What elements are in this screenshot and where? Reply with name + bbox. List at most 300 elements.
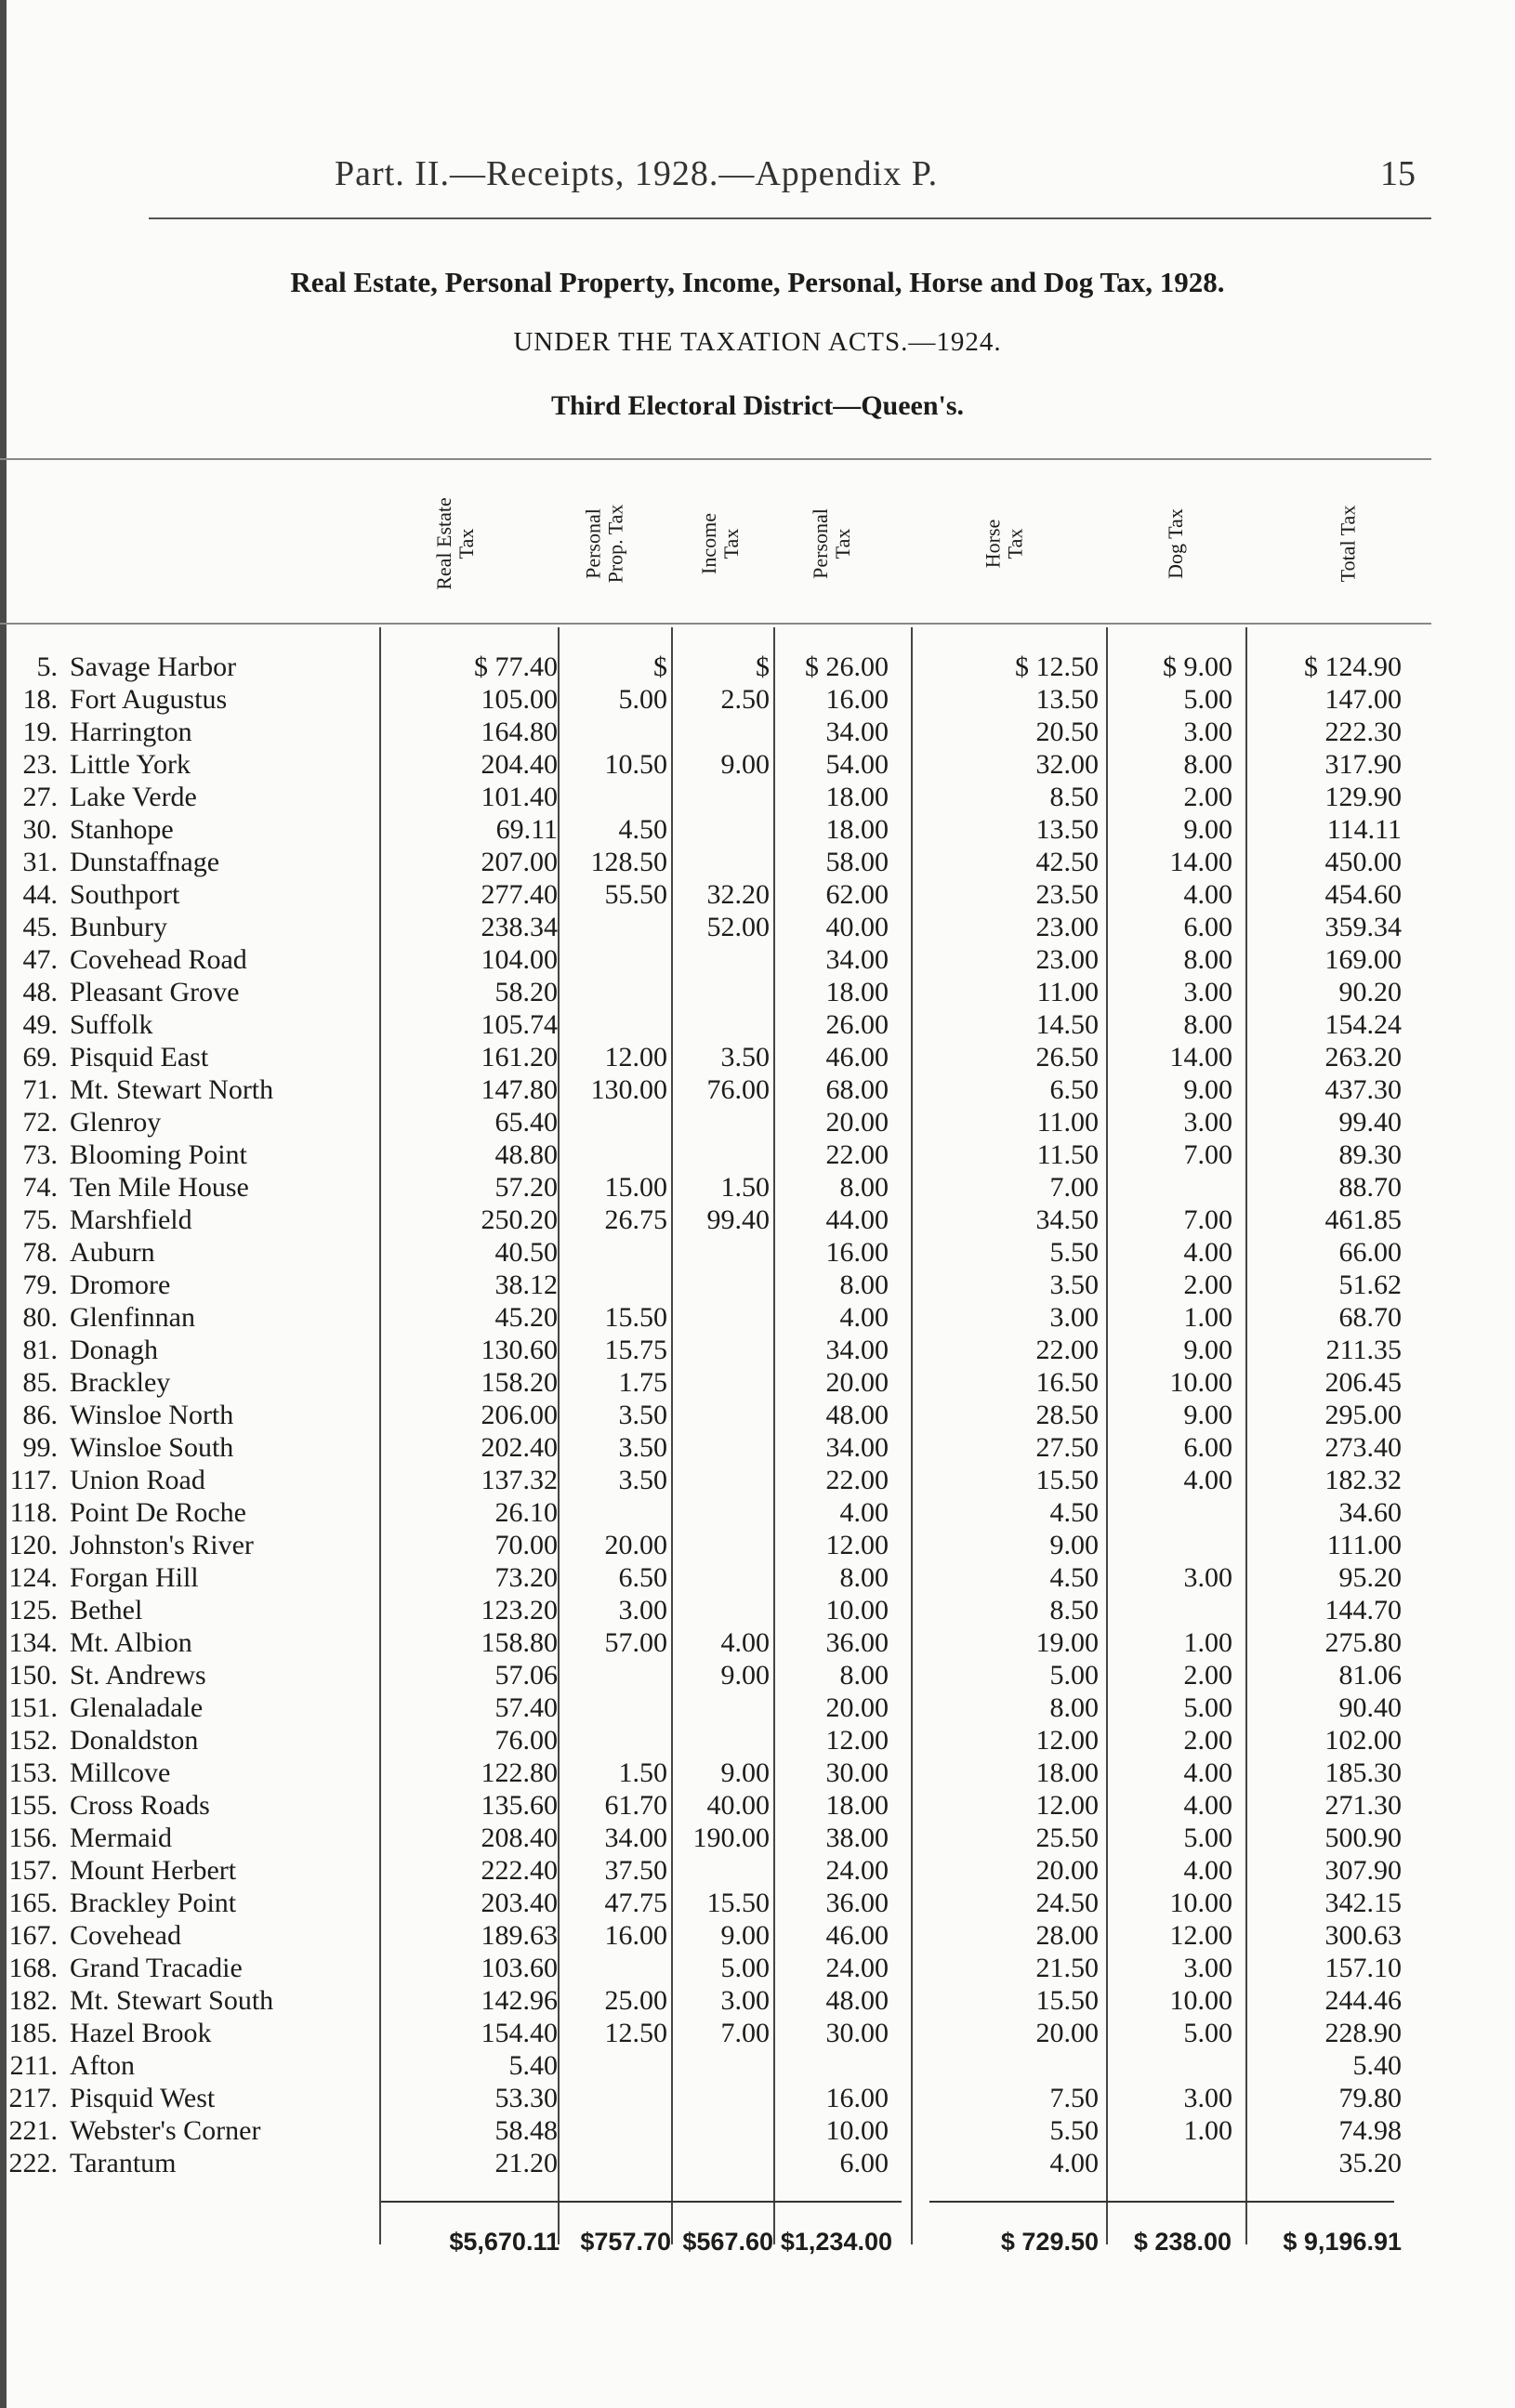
personal-prop-tax bbox=[558, 911, 667, 943]
dog-tax: 8.00 bbox=[1183, 944, 1232, 975]
horse-tax: 14.50 bbox=[1035, 1009, 1099, 1040]
district-name: Union Road bbox=[70, 1465, 205, 1495]
income-tax bbox=[671, 2147, 770, 2179]
district-name: Pisquid East bbox=[70, 1042, 209, 1072]
personal-prop-tax: 16.00 bbox=[604, 1920, 667, 1951]
totals-rule bbox=[929, 2201, 1394, 2203]
horse-tax: 15.50 bbox=[1035, 1465, 1099, 1495]
dog-tax: 7.00 bbox=[1183, 1204, 1232, 1235]
personal-prop-tax bbox=[558, 2082, 667, 2114]
horse-tax: 20.00 bbox=[1035, 2018, 1099, 2048]
total-tax: 211.35 bbox=[1325, 1335, 1402, 1365]
horse-tax: 3.00 bbox=[1049, 1302, 1099, 1333]
real-estate-tax: 40.50 bbox=[494, 1237, 558, 1268]
personal-prop-tax: 3.00 bbox=[618, 1595, 667, 1625]
table-row bbox=[0, 1529, 1431, 1561]
real-estate-tax: 105.74 bbox=[481, 1009, 558, 1040]
dog-tax: 4.00 bbox=[1183, 1237, 1232, 1268]
dog-tax bbox=[1106, 1171, 1232, 1204]
personal-prop-tax: 3.50 bbox=[618, 1400, 667, 1430]
total-tax: 437.30 bbox=[1324, 1074, 1402, 1105]
real-estate-tax: 135.60 bbox=[481, 1790, 558, 1821]
real-estate-tax: 48.80 bbox=[494, 1139, 558, 1170]
district-name: Harrington bbox=[70, 717, 192, 747]
district-name: Forgan Hill bbox=[70, 1562, 199, 1593]
dog-tax: 3.00 bbox=[1183, 2083, 1232, 2113]
row-number: 153. bbox=[8, 1757, 58, 1788]
real-estate-tax: 222.40 bbox=[481, 1855, 558, 1886]
income-tax bbox=[671, 846, 770, 878]
dog-tax: 9.00 bbox=[1183, 1074, 1232, 1105]
totals-row bbox=[0, 2226, 1431, 2258]
real-estate-tax: 250.20 bbox=[481, 1204, 558, 1235]
personal-tax: 22.00 bbox=[825, 1139, 889, 1170]
row-number: 72. bbox=[22, 1107, 58, 1138]
personal-tax: 54.00 bbox=[825, 749, 889, 780]
income-tax bbox=[671, 1529, 770, 1561]
horse-tax: 12.00 bbox=[1035, 1790, 1099, 1821]
row-number: 152. bbox=[8, 1725, 58, 1756]
district-name: Glenroy bbox=[70, 1107, 162, 1138]
total-tax: 500.90 bbox=[1324, 1822, 1402, 1853]
row-number: 19. bbox=[22, 717, 58, 747]
personal-tax: 16.00 bbox=[825, 2083, 889, 2113]
total-tax: 34.60 bbox=[1338, 1497, 1402, 1528]
income-tax: 3.50 bbox=[720, 1042, 770, 1072]
personal-prop-tax: 20.00 bbox=[604, 1530, 667, 1560]
dog-tax: 5.00 bbox=[1183, 1692, 1232, 1723]
table-row bbox=[0, 2114, 1431, 2147]
income-tax: 9.00 bbox=[720, 1660, 770, 1691]
total-tax: 450.00 bbox=[1324, 847, 1402, 877]
income-tax bbox=[671, 1724, 770, 1757]
personal-prop-tax: 5.00 bbox=[618, 684, 667, 715]
horse-tax: 28.00 bbox=[1035, 1920, 1099, 1951]
personal-tax: 8.00 bbox=[839, 1660, 889, 1691]
table-row bbox=[0, 781, 1431, 813]
table-row bbox=[0, 1887, 1431, 1919]
dog-tax: 4.00 bbox=[1183, 1465, 1232, 1495]
dog-tax: 10.00 bbox=[1169, 1888, 1232, 1918]
personal-tax: 62.00 bbox=[825, 879, 889, 910]
real-estate-tax: 161.20 bbox=[481, 1042, 558, 1072]
total-all: $ 9,196.91 bbox=[1283, 2228, 1402, 2256]
district-name: Suffolk bbox=[70, 1009, 153, 1040]
real-estate-tax: $ 77.40 bbox=[474, 651, 558, 682]
dog-tax: 4.00 bbox=[1183, 1790, 1232, 1821]
total-tax: 88.70 bbox=[1338, 1172, 1402, 1203]
horse-tax: 5.00 bbox=[1049, 1660, 1099, 1691]
personal-tax: 34.00 bbox=[825, 717, 889, 747]
personal-prop-tax: 57.00 bbox=[604, 1627, 667, 1658]
personal-tax: 18.00 bbox=[825, 814, 889, 845]
total-tax: 81.06 bbox=[1338, 1660, 1402, 1691]
total-tax: 185.30 bbox=[1324, 1757, 1402, 1788]
dog-tax: 1.00 bbox=[1183, 2115, 1232, 2146]
personal-prop-tax: 130.00 bbox=[590, 1074, 667, 1105]
page-number: 15 bbox=[1380, 154, 1416, 193]
personal-tax: 12.00 bbox=[825, 1530, 889, 1560]
real-estate-tax: 105.00 bbox=[481, 684, 558, 715]
personal-tax: 20.00 bbox=[825, 1107, 889, 1138]
real-estate-tax: 26.10 bbox=[494, 1497, 558, 1528]
real-estate-tax: 208.40 bbox=[481, 1822, 558, 1853]
dog-tax: 7.00 bbox=[1183, 1139, 1232, 1170]
table-row bbox=[0, 2049, 1431, 2082]
row-number: 71. bbox=[22, 1074, 58, 1105]
row-number: 85. bbox=[22, 1367, 58, 1398]
dog-tax: 5.00 bbox=[1183, 1822, 1232, 1853]
district-name: Blooming Point bbox=[70, 1139, 247, 1170]
dog-tax: 9.00 bbox=[1183, 1400, 1232, 1430]
horse-tax: 21.50 bbox=[1035, 1953, 1099, 1983]
row-number: 79. bbox=[22, 1270, 58, 1300]
row-number: 125. bbox=[8, 1595, 58, 1625]
personal-tax: 48.00 bbox=[825, 1400, 889, 1430]
table-row bbox=[0, 1269, 1431, 1301]
real-estate-tax: 204.40 bbox=[481, 749, 558, 780]
personal-prop-tax bbox=[558, 2114, 667, 2147]
row-number: 48. bbox=[22, 977, 58, 1007]
total-tax: 114.11 bbox=[1326, 814, 1402, 845]
row-number: 78. bbox=[22, 1237, 58, 1268]
income-tax: 9.00 bbox=[720, 1920, 770, 1951]
table-title: Real Estate, Personal Property, Income, Personal, Horse and Dog Tax, 1928. bbox=[290, 266, 1225, 298]
dog-tax: 10.00 bbox=[1169, 1367, 1232, 1398]
personal-tax: 16.00 bbox=[825, 1237, 889, 1268]
dog-tax: 9.00 bbox=[1183, 814, 1232, 845]
row-number: 44. bbox=[22, 879, 58, 910]
personal-prop-tax bbox=[558, 1724, 667, 1757]
income-tax: 3.00 bbox=[720, 1985, 770, 2016]
horse-tax: 15.50 bbox=[1035, 1985, 1099, 2016]
district-name: Glenfinnan bbox=[70, 1302, 195, 1333]
column-header-personal: Personal Tax bbox=[808, 508, 854, 579]
total-tax: 89.30 bbox=[1338, 1139, 1402, 1170]
row-number: 182. bbox=[8, 1985, 58, 2016]
row-number: 75. bbox=[22, 1204, 58, 1235]
total-tax: 144.70 bbox=[1324, 1595, 1402, 1625]
total-tax: 454.60 bbox=[1324, 879, 1402, 910]
personal-prop-tax: 15.50 bbox=[604, 1302, 667, 1333]
dog-tax: 6.00 bbox=[1183, 912, 1232, 942]
income-tax bbox=[671, 1334, 770, 1366]
income-tax bbox=[671, 1496, 770, 1529]
dog-tax bbox=[1106, 1594, 1232, 1626]
total-tax: 35.20 bbox=[1338, 2148, 1402, 2178]
table-row bbox=[0, 716, 1431, 748]
income-tax bbox=[671, 2114, 770, 2147]
column-header-horse: Horse Tax bbox=[980, 519, 1026, 569]
total-tax: 90.20 bbox=[1338, 977, 1402, 1007]
personal-prop-tax: 55.50 bbox=[604, 879, 667, 910]
income-tax: $ bbox=[756, 651, 770, 682]
income-tax: 190.00 bbox=[692, 1822, 770, 1853]
income-tax bbox=[671, 813, 770, 846]
personal-prop-tax bbox=[558, 1138, 667, 1171]
dog-tax: 2.00 bbox=[1183, 1660, 1232, 1691]
horse-tax: 11.00 bbox=[1036, 977, 1099, 1007]
district-name: Tarantum bbox=[70, 2148, 177, 2178]
district-name: Bunbury bbox=[70, 912, 167, 942]
table-row bbox=[0, 748, 1431, 781]
table-subtitle: UNDER THE TAXATION ACTS.—1924. bbox=[513, 327, 1002, 357]
district-name: Mermaid bbox=[70, 1822, 172, 1853]
real-estate-tax: 142.96 bbox=[481, 1985, 558, 2016]
table-row bbox=[0, 683, 1431, 716]
horse-tax: 5.50 bbox=[1049, 2115, 1099, 2146]
total-tax: 102.00 bbox=[1324, 1725, 1402, 1756]
horse-tax: 19.00 bbox=[1035, 1627, 1099, 1658]
table-row bbox=[0, 2147, 1431, 2179]
row-number: 155. bbox=[8, 1790, 58, 1821]
horse-tax: 20.50 bbox=[1035, 717, 1099, 747]
real-estate-tax: 207.00 bbox=[481, 847, 558, 877]
personal-prop-tax bbox=[558, 1659, 667, 1691]
district-name: Webster's Corner bbox=[70, 2115, 261, 2146]
table-row bbox=[0, 1626, 1431, 1659]
real-estate-tax: 147.80 bbox=[481, 1074, 558, 1105]
personal-tax: 26.00 bbox=[825, 1009, 889, 1040]
table-row bbox=[0, 1789, 1431, 1822]
row-number: 47. bbox=[22, 944, 58, 975]
income-tax: 32.20 bbox=[706, 879, 770, 910]
table-row bbox=[0, 1464, 1431, 1496]
personal-prop-tax: 15.75 bbox=[604, 1335, 667, 1365]
row-number: 31. bbox=[22, 847, 58, 877]
total-tax: 111.00 bbox=[1326, 1530, 1402, 1560]
dog-tax: 14.00 bbox=[1169, 847, 1232, 877]
personal-tax: 18.00 bbox=[825, 1790, 889, 1821]
income-tax bbox=[671, 1269, 770, 1301]
header-rule bbox=[149, 217, 1431, 219]
table-row bbox=[0, 2082, 1431, 2114]
row-number: 151. bbox=[8, 1692, 58, 1723]
table-row bbox=[0, 1854, 1431, 1887]
dog-tax: 4.00 bbox=[1183, 1855, 1232, 1886]
dog-tax: 5.00 bbox=[1183, 2018, 1232, 2048]
table-row bbox=[0, 846, 1431, 878]
personal-tax: 68.00 bbox=[825, 1074, 889, 1105]
dog-tax: $ 9.00 bbox=[1163, 651, 1232, 682]
horse-tax: 11.50 bbox=[1036, 1139, 1099, 1170]
table-header-rule bbox=[0, 623, 1431, 625]
personal-tax: 6.00 bbox=[839, 2148, 889, 2178]
income-tax bbox=[671, 1301, 770, 1334]
district-name: Stanhope bbox=[70, 814, 174, 845]
personal-tax: 8.00 bbox=[839, 1172, 889, 1203]
total-tax: 295.00 bbox=[1324, 1400, 1402, 1430]
horse-tax: 28.50 bbox=[1035, 1400, 1099, 1430]
real-estate-tax: 130.60 bbox=[481, 1335, 558, 1365]
personal-prop-tax: 1.50 bbox=[618, 1757, 667, 1788]
row-number: 211. bbox=[9, 2050, 58, 2081]
district-title: Third Electoral District—Queen's. bbox=[550, 390, 965, 421]
district-name: Pisquid West bbox=[70, 2083, 216, 2113]
district-name: Ten Mile House bbox=[70, 1172, 249, 1203]
horse-tax: 16.50 bbox=[1035, 1367, 1099, 1398]
personal-prop-tax: 3.50 bbox=[618, 1465, 667, 1495]
running-header: Part. II.—Receipts, 1928.—Appendix P. bbox=[335, 154, 939, 193]
personal-prop-tax: 4.50 bbox=[618, 814, 667, 845]
personal-tax: 22.00 bbox=[825, 1465, 889, 1495]
dog-tax: 10.00 bbox=[1169, 1985, 1232, 2016]
personal-prop-tax: 26.75 bbox=[604, 1204, 667, 1235]
income-tax bbox=[671, 1594, 770, 1626]
horse-tax bbox=[920, 2049, 1099, 2082]
table-row bbox=[0, 1204, 1431, 1236]
row-number: 49. bbox=[22, 1009, 58, 1040]
personal-prop-tax: 47.75 bbox=[604, 1888, 667, 1918]
personal-tax: 58.00 bbox=[825, 847, 889, 877]
total-tax: 90.40 bbox=[1338, 1692, 1402, 1723]
personal-prop-tax: 128.50 bbox=[590, 847, 667, 877]
table-row bbox=[0, 1301, 1431, 1334]
total-tax: 317.90 bbox=[1324, 749, 1402, 780]
personal-prop-tax bbox=[558, 781, 667, 813]
personal-tax: 48.00 bbox=[825, 1985, 889, 2016]
total-tax: 273.40 bbox=[1324, 1432, 1402, 1463]
personal-prop-tax: 6.50 bbox=[618, 1562, 667, 1593]
personal-prop-tax bbox=[558, 1496, 667, 1529]
dog-tax bbox=[1106, 2147, 1232, 2179]
dog-tax: 14.00 bbox=[1169, 1042, 1232, 1072]
horse-tax: 25.50 bbox=[1035, 1822, 1099, 1853]
table-row bbox=[0, 1431, 1431, 1464]
horse-tax: 8.00 bbox=[1049, 1692, 1099, 1723]
horse-tax: 7.00 bbox=[1049, 1172, 1099, 1203]
district-name: Mt. Stewart South bbox=[70, 1985, 274, 2016]
real-estate-tax: 189.63 bbox=[481, 1920, 558, 1951]
income-tax: 5.00 bbox=[720, 1953, 770, 1983]
row-number: 120. bbox=[8, 1530, 58, 1560]
district-name: Brackley bbox=[70, 1367, 171, 1398]
horse-tax: 4.00 bbox=[1049, 2148, 1099, 2178]
table-row bbox=[0, 1041, 1431, 1073]
personal-tax: 44.00 bbox=[825, 1204, 889, 1235]
income-tax: 40.00 bbox=[706, 1790, 770, 1821]
table-row bbox=[0, 976, 1431, 1008]
district-name: Covehead Road bbox=[70, 944, 247, 975]
horse-tax: 8.50 bbox=[1049, 1595, 1099, 1625]
district-name: Donagh bbox=[70, 1335, 158, 1365]
table-row bbox=[0, 1334, 1431, 1366]
income-tax bbox=[671, 781, 770, 813]
horse-tax: 13.50 bbox=[1035, 814, 1099, 845]
personal-tax: 30.00 bbox=[825, 1757, 889, 1788]
dog-tax: 1.00 bbox=[1183, 1302, 1232, 1333]
personal-prop-tax: 25.00 bbox=[604, 1985, 667, 2016]
table-row bbox=[0, 1106, 1431, 1138]
district-name: Mt. Stewart North bbox=[70, 1074, 274, 1105]
total-income: $567.60 bbox=[682, 2228, 773, 2256]
district-name: Auburn bbox=[70, 1237, 155, 1268]
personal-tax: 8.00 bbox=[839, 1562, 889, 1593]
row-number: 30. bbox=[22, 814, 58, 845]
row-number: 217. bbox=[8, 2083, 58, 2113]
district-name: Mt. Albion bbox=[70, 1627, 192, 1658]
personal-prop-tax: 10.50 bbox=[604, 749, 667, 780]
real-estate-tax: 238.34 bbox=[481, 912, 558, 942]
table-row bbox=[0, 1724, 1431, 1757]
district-name: Dunstaffnage bbox=[70, 847, 220, 877]
personal-prop-tax bbox=[558, 716, 667, 748]
total-tax: 99.40 bbox=[1338, 1107, 1402, 1138]
table-row bbox=[0, 1561, 1431, 1594]
total-tax: 51.62 bbox=[1338, 1270, 1402, 1300]
horse-tax: 22.00 bbox=[1035, 1335, 1099, 1365]
personal-tax: 46.00 bbox=[825, 1042, 889, 1072]
horse-tax: 8.50 bbox=[1049, 782, 1099, 812]
total-tax: 147.00 bbox=[1324, 684, 1402, 715]
real-estate-tax: 76.00 bbox=[494, 1725, 558, 1756]
real-estate-tax: 57.20 bbox=[494, 1172, 558, 1203]
horse-tax: 18.00 bbox=[1035, 1757, 1099, 1788]
personal-prop-tax: 12.50 bbox=[604, 2018, 667, 2048]
real-estate-tax: 38.12 bbox=[494, 1270, 558, 1300]
total-tax: 263.20 bbox=[1324, 1042, 1402, 1072]
table-row bbox=[0, 1919, 1431, 1952]
dog-tax: 12.00 bbox=[1169, 1920, 1232, 1951]
personal-prop-tax bbox=[558, 2049, 667, 2082]
horse-tax: 3.50 bbox=[1049, 1270, 1099, 1300]
total-tax: 206.45 bbox=[1324, 1367, 1402, 1398]
personal-tax: 34.00 bbox=[825, 1432, 889, 1463]
income-tax bbox=[671, 1464, 770, 1496]
row-number: 157. bbox=[8, 1855, 58, 1886]
total-tax: 244.46 bbox=[1324, 1985, 1402, 2016]
personal-tax: 20.00 bbox=[825, 1692, 889, 1723]
income-tax: 1.50 bbox=[720, 1172, 770, 1203]
row-number: 134. bbox=[8, 1627, 58, 1658]
table-row bbox=[0, 911, 1431, 943]
real-estate-tax: 137.32 bbox=[481, 1465, 558, 1495]
personal-prop-tax bbox=[558, 1008, 667, 1041]
real-estate-tax: 154.40 bbox=[481, 2018, 558, 2048]
district-name: Grand Tracadie bbox=[70, 1953, 243, 1983]
row-number: 150. bbox=[8, 1660, 58, 1691]
horse-tax: 27.50 bbox=[1035, 1432, 1099, 1463]
row-number: 222. bbox=[8, 2148, 58, 2178]
personal-prop-tax bbox=[558, 2147, 667, 2179]
personal-tax: 36.00 bbox=[825, 1888, 889, 1918]
personal-tax: 20.00 bbox=[825, 1367, 889, 1398]
table-row bbox=[0, 2017, 1431, 2049]
row-number: 80. bbox=[22, 1302, 58, 1333]
total-tax: 5.40 bbox=[1352, 2050, 1402, 2081]
horse-tax: 42.50 bbox=[1035, 847, 1099, 877]
dog-tax: 3.00 bbox=[1183, 717, 1232, 747]
district-name: Millcove bbox=[70, 1757, 171, 1788]
table-row bbox=[0, 1496, 1431, 1529]
district-name: Marshfield bbox=[70, 1204, 192, 1235]
real-estate-tax: 45.20 bbox=[494, 1302, 558, 1333]
personal-prop-tax: $ bbox=[653, 651, 667, 682]
total-tax: 222.30 bbox=[1324, 717, 1402, 747]
personal-prop-tax: 1.75 bbox=[618, 1367, 667, 1398]
real-estate-tax: 57.40 bbox=[494, 1692, 558, 1723]
row-number: 69. bbox=[22, 1042, 58, 1072]
column-header-income: Income Tax bbox=[697, 513, 743, 574]
district-name: St. Andrews bbox=[70, 1660, 206, 1691]
horse-tax: 13.50 bbox=[1035, 684, 1099, 715]
dog-tax: 9.00 bbox=[1183, 1335, 1232, 1365]
dog-tax: 1.00 bbox=[1183, 1627, 1232, 1658]
personal-tax: 34.00 bbox=[825, 1335, 889, 1365]
district-name: Savage Harbor bbox=[70, 651, 237, 682]
row-number: 73. bbox=[22, 1139, 58, 1170]
real-estate-tax: 21.20 bbox=[494, 2148, 558, 2178]
